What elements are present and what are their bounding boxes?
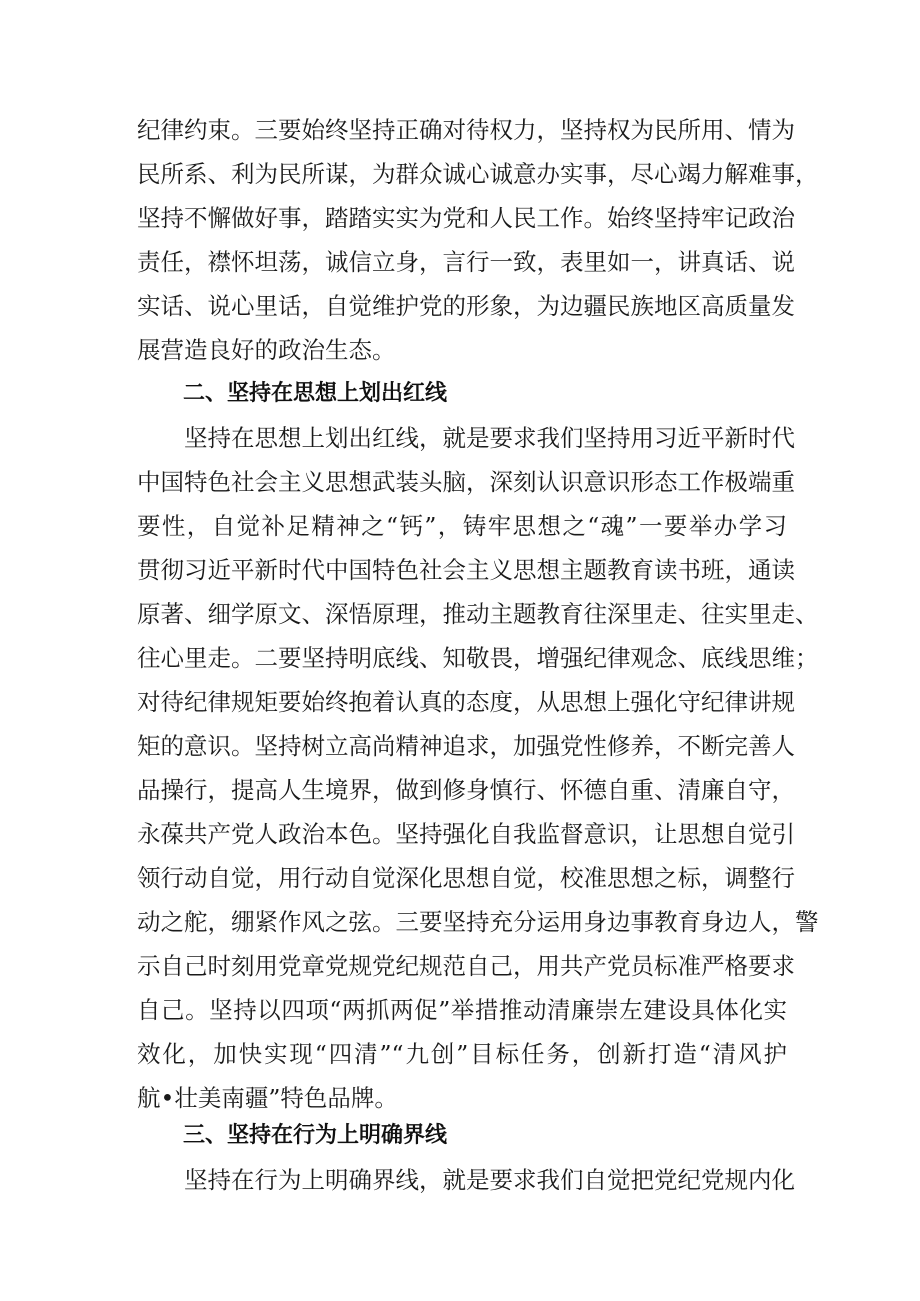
paragraph-line: 民所系、利为民所谋，为群众诚心诚意办实事，尽心竭力解难事，	[137, 160, 819, 188]
paragraph-line: 坚持在行为上明确界线，就是要求我们自觉把党纪党规内化	[137, 1166, 795, 1194]
paragraph-line: 坚持在思想上划出红线，就是要求我们坚持用习近平新时代	[137, 424, 795, 452]
paragraph-line: 示自己时刻用党章党规党纪规范自己，用共产党员标准严格要求	[137, 952, 795, 980]
paragraph-line: 矩的意识。坚持树立高尚精神追求，加强党性修养，不断完善人	[137, 732, 795, 760]
paragraph-line: 展营造良好的政治生态。	[137, 336, 396, 364]
paragraph-line: 实话、说心里话，自觉维护党的形象，为边疆民族地区高质量发	[137, 292, 795, 320]
paragraph-line: 航•壮美南疆”特色品牌。	[137, 1084, 398, 1112]
paragraph-line: 要性，自觉补足精神之“钙”，铸牢思想之“魂”一要举办学习	[137, 512, 787, 540]
section-heading-2: 二、坚持在思想上划出红线	[183, 381, 448, 406]
paragraph-line: 中国特色社会主义思想武装头脑，深刻认识意识形态工作极端重	[137, 468, 795, 496]
paragraph-line: 责任，襟怀坦荡，诚信立身，言行一致，表里如一，讲真话、说	[137, 248, 795, 276]
paragraph-line: 品操行，提高人生境界，做到修身慎行、怀德自重、清廉自守，	[137, 776, 795, 804]
paragraph-line: 领行动自觉，用行动自觉深化思想自觉，校准思想之标，调整行	[137, 864, 795, 892]
paragraph-line: 效化，加快实现“四清”“九创”目标任务，创新打造“清风护	[137, 1040, 787, 1068]
paragraph-line: 动之舵，绷紧作风之弦。三要坚持充分运用身边事教育身边人，警	[137, 908, 819, 936]
paragraph-line: 往心里走。二要坚持明底线、知敬畏，增强纪律观念、底线思维；	[137, 644, 819, 672]
paragraph-3	[137, 1158, 795, 1202]
paragraph-line: 永葆共产党人政治本色。坚持强化自我监督意识，让思想自觉引	[137, 820, 795, 848]
paragraph-1	[137, 108, 819, 372]
paragraph-line: 坚持不懈做好事，踏踏实实为党和人民工作。始终坚持牢记政治	[137, 204, 795, 232]
paragraph-line: 对待纪律规矩要始终抱着认真的态度，从思想上强化守纪律讲规	[137, 688, 795, 716]
paragraph-line: 纪律约束。三要始终坚持正确对待权力，坚持权为民所用、情为	[137, 116, 795, 144]
paragraph-line: 原著、细学原文、深悟原理，推动主题教育往深里走、往实里走、	[137, 600, 819, 628]
paragraph-line: 贯彻习近平新时代中国特色社会主义思想主题教育读书班，通读	[137, 556, 795, 584]
paragraph-line: 自己。坚持以四项“两抓两促”举措推动清廉崇左建设具体化实	[137, 996, 787, 1024]
section-heading-3: 三、坚持在行为上明确界线	[183, 1123, 448, 1148]
paragraph-2	[137, 416, 819, 1120]
